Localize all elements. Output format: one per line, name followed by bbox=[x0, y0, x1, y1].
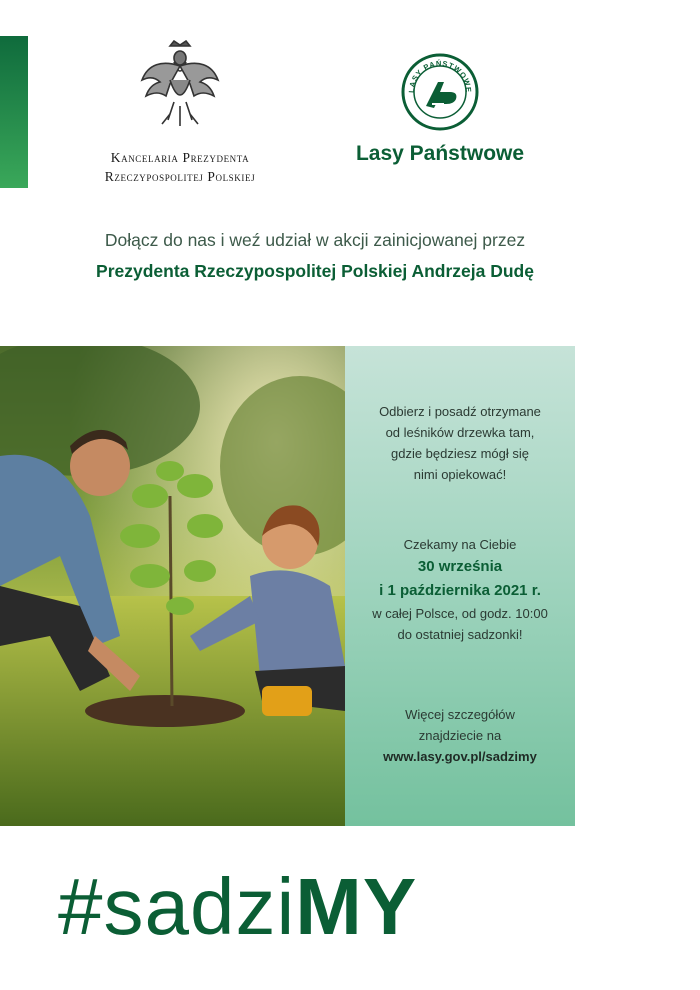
green-accent-bar bbox=[0, 36, 28, 188]
event-date-line1: 30 września bbox=[417, 558, 503, 575]
kpr-name bbox=[70, 148, 290, 186]
intro bbox=[0, 230, 630, 282]
planting-photo bbox=[0, 346, 345, 826]
info-panel bbox=[345, 346, 575, 826]
lp-name: Lasy Państwowe bbox=[355, 142, 525, 165]
hashtag-sadzimy bbox=[58, 862, 417, 952]
lp-logo-block bbox=[330, 52, 550, 166]
info-paragraph-1: Odbierz i posadź otrzymane od leśników drzewka tam, gdzie będziesz mógł się nimi opiekować! bbox=[379, 404, 541, 482]
info-paragraph-2: Czekamy na Ciebie 30 września i 1 października 2021 r. w całej Polsce, od godz. 10:00 do ostatniej sadzonki! bbox=[372, 537, 548, 642]
kpr-line1: Kancelaria Prezydenta bbox=[110, 150, 250, 165]
info-paragraph-3: Więcej szczegółów znajdziecie na www.lasy.gov.pl/sadzimy bbox=[383, 707, 537, 764]
hashtag-bold: MY bbox=[295, 862, 418, 951]
polish-eagle-icon bbox=[140, 40, 220, 132]
website-link[interactable]: www.lasy.gov.pl/sadzimy bbox=[383, 749, 537, 764]
lasy-panstwowe-icon bbox=[400, 52, 480, 132]
kpr-logo-block bbox=[70, 40, 290, 186]
planting-illustration bbox=[0, 346, 345, 826]
svg-text:LASY PAŃSTWOWE: LASY PAŃSTWOWE bbox=[406, 58, 474, 94]
intro-line2: Prezydenta Rzeczypospolitej Polskiej Andrzeja Dudę bbox=[96, 261, 534, 281]
event-date-line2: i 1 października 2021 r. bbox=[379, 582, 541, 599]
intro-line1: Dołącz do nas i weź udział w akcji zainicjowanej przez bbox=[104, 230, 526, 250]
hashtag-regular: #sadzi bbox=[58, 862, 296, 951]
kpr-line2: Rzeczypospolitej Polskiej bbox=[104, 169, 256, 184]
